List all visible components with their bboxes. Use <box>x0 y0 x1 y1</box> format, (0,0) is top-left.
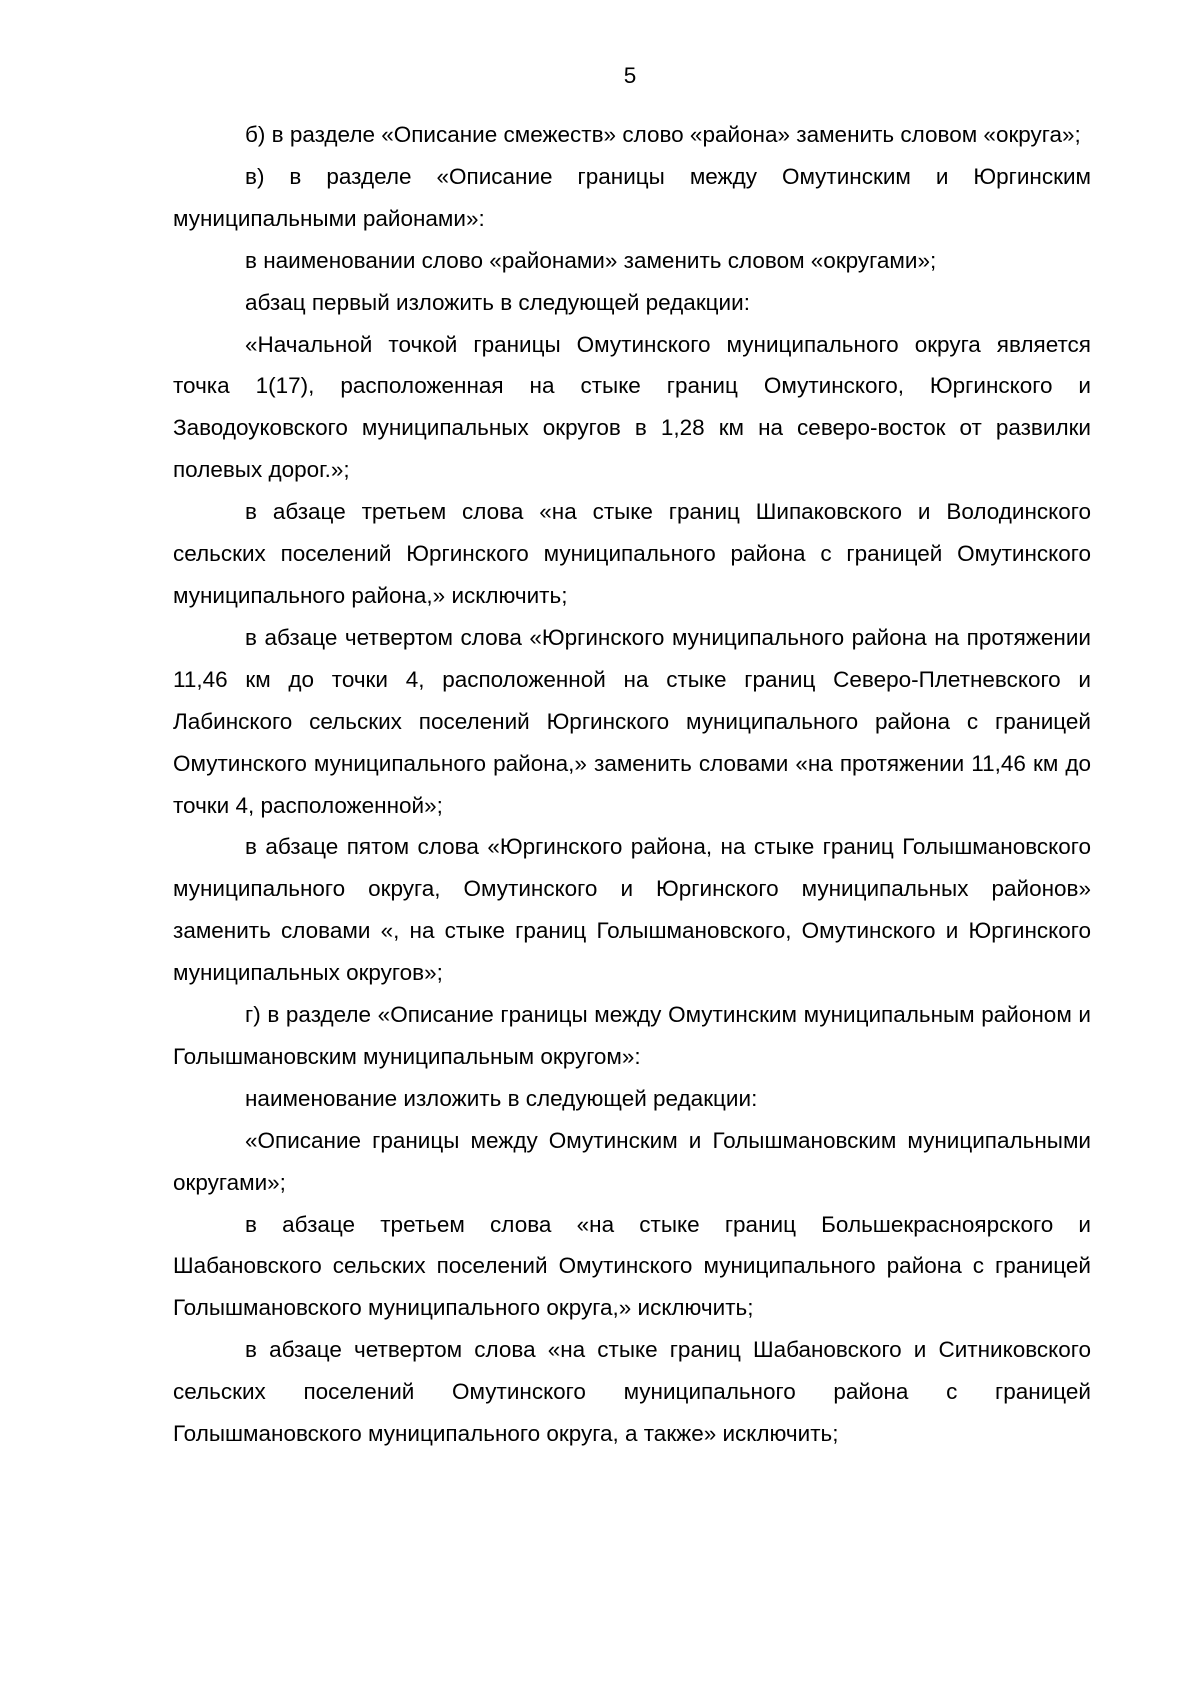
paragraph-v-first-abzac: абзац первый изложить в следующей редакции: <box>245 289 750 315</box>
paragraph-g-naming: наименование изложить в следующей редакции: <box>245 1085 758 1111</box>
paragraph-abzac-fourth: в абзаце четвертом слова «Юргинского муниципального района на протяжении 11,46 км до точки 4, расположенной на стыке границ Северо-Плетневского и Лабинского сельских поселений Юргинского муниципального района с границей Омутинского муниципального района,» заменить словами «на протяжении 11,46 км до точки 4, расположенной»; <box>173 624 1091 818</box>
paragraph-b: б) в разделе «Описание смежеств» слово «района» заменить словом «округа»; <box>245 122 1081 147</box>
paragraph-v-naming: в наименовании слово «районами» заменить словом «округами»; <box>245 247 937 273</box>
paragraph-g: г) в разделе «Описание границы между Омутинским муниципальным районом и Голышмановским муниципальным округом»: <box>173 1002 1091 1069</box>
paragraph-g-abzac-fourth: в абзаце четвертом слова «на стыке границ Шабановского и Ситниковского сельских поселений Омутинского муниципального района с границей Голышмановского муниципального округа, а также» исключить; <box>173 1337 1091 1447</box>
paragraph-g-quote: «Описание границы между Омутинским и Голышмановским муниципальными округами»; <box>173 1127 1091 1195</box>
document-body <box>173 114 1091 1455</box>
paragraph-abzac-fifth: в абзаце пятом слова «Юргинского района, на стыке границ Голышмановского муниципального округа, Омутинского и Юргинского муниципальных районов» заменить словами «, на стыке границ Голышмановского, Омутинского и Юргинского муниципальных округов»; <box>173 834 1091 986</box>
paragraph-g-abzac-third: в абзаце третьем слова «на стыке границ Большекрасноярского и Шабановского сельских поселений Омутинского муниципального района с границей Голышмановского муниципального округа,» исключить; <box>173 1211 1091 1321</box>
paragraph-v: в) в разделе «Описание границы между Омутинским и Юргинским муниципальными районами»: <box>173 163 1091 231</box>
page-number: 5 <box>623 63 637 88</box>
paragraph-abzac-third: в абзаце третьем слова «на стыке границ Шипаковского и Володинского сельских поселений Юргинского муниципального района с границей Омутинского муниципального района,» исключить; <box>173 499 1091 608</box>
paragraph-quote-start-point: «Начальной точкой границы Омутинского муниципального округа является точка 1(17), расположенная на стыке границ Омутинского, Юргинского и Заводоуковского муниципальных округов в 1,28 км на северо-восток от развилки полевых дорог.»; <box>173 331 1091 483</box>
